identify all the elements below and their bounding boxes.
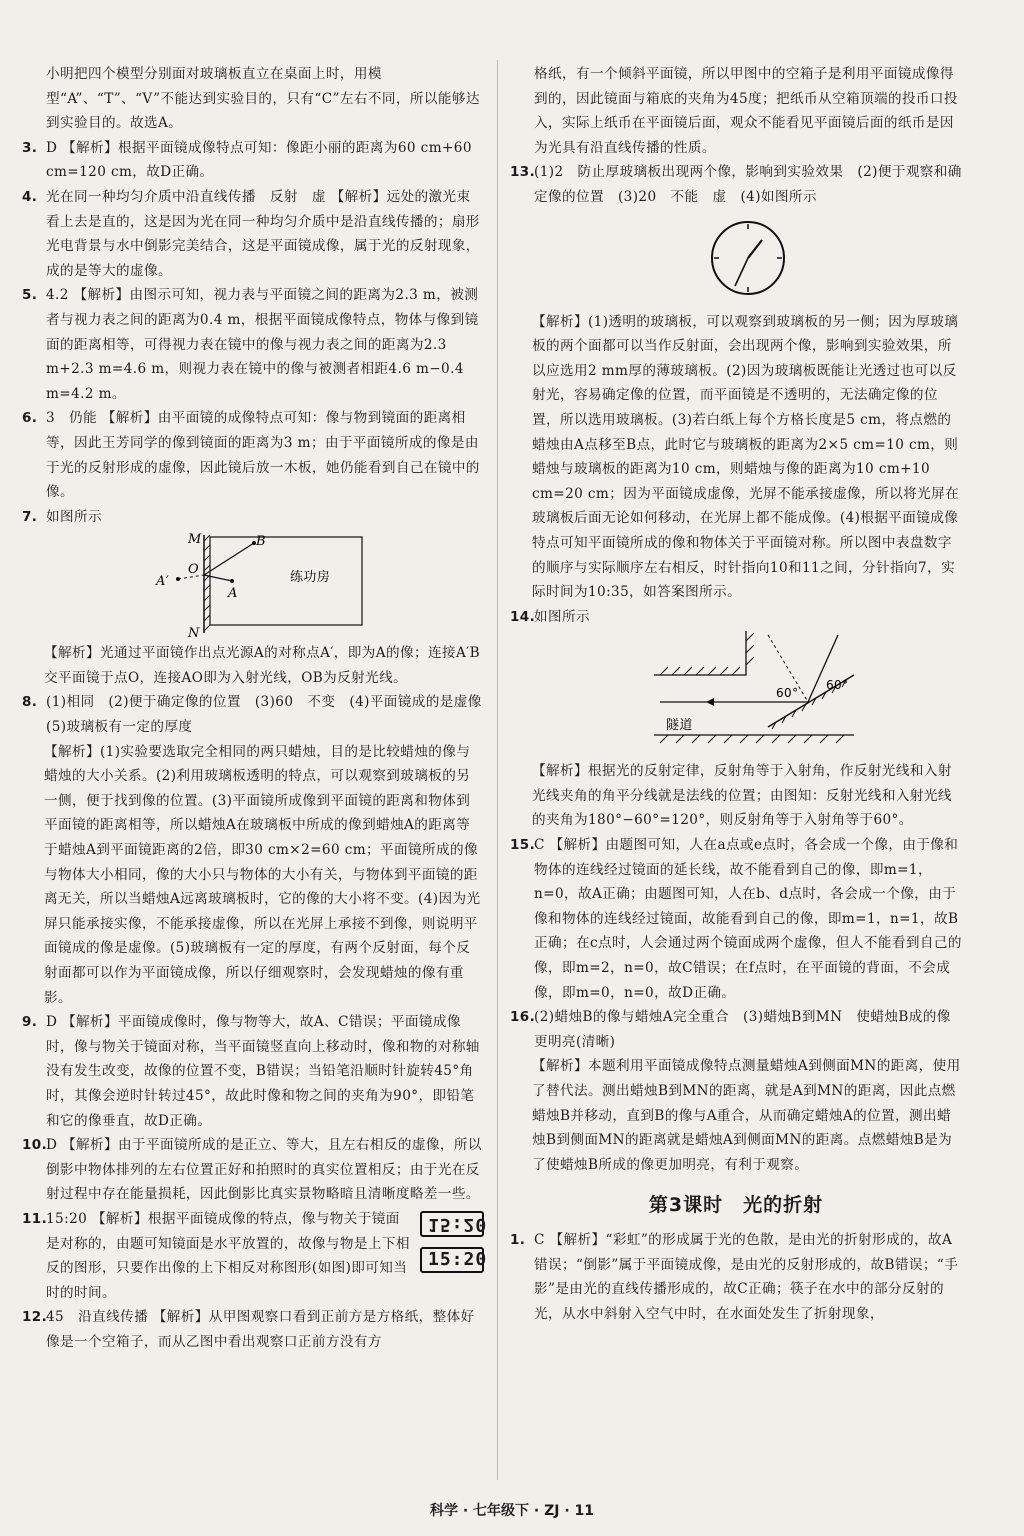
answer-10 bbox=[22, 1133, 484, 1207]
source-point bbox=[230, 579, 234, 583]
tunnel-reflection-diagram bbox=[510, 629, 962, 759]
clock-svg bbox=[510, 210, 962, 310]
answer-6 bbox=[22, 406, 484, 504]
clock-display-mirrored: 15:20 bbox=[420, 1211, 484, 1237]
image-point bbox=[176, 577, 180, 581]
answer-16-explanation: 【解析】本题利用平面镜成像特点测量蜡烛A到侧面MN的距离，使用了替代法。测出蜡烛B到MN的距离，就是A到MN的距离，因此点燃蜡烛B并移动，直到B的像与A重合，从而确定蜡烛A的位置，测出蜡烛B到侧面MN的距离就是蜡烛A到侧面MN的距离。点燃蜡烛B是为了使蜡烛B所成的像更加明亮，有利于观察。 bbox=[532, 1058, 961, 1173]
clock-display-pair bbox=[420, 1207, 488, 1305]
answer-text: D 【解析】由于平面镜所成的是正立、等大，且左右相反的虚像，所以倒影中物体排列的左右位置正好和拍照时的真实位置相反；由于光在反射过程中存在能量损耗，因此倒影比真实景物略暗且清晰度略差一些。 bbox=[46, 1137, 482, 1203]
label-m: M bbox=[188, 532, 202, 548]
answer-text: D 【解析】平面镜成像时，像与物等大，故A、C错误；平面镜成像时，像与物关于镜面对称，当平面镜竖直向上移动时，像和物的对称轴没有发生改变，故像的位置不变，B错误；当铅笔沿顺时针旋转45°角时，其像会逆时针转过45°，故此时像和物之间的夹角为90°，即铅笔和它的像垂直，故D正确。 bbox=[46, 1014, 480, 1129]
mirror-hatch bbox=[204, 535, 210, 631]
answer-text: 如图所示 bbox=[534, 608, 590, 625]
reflected-arrow-icon bbox=[706, 698, 714, 706]
column-separator bbox=[497, 60, 498, 1480]
reflected-ray bbox=[204, 543, 254, 575]
answer-number: 8. bbox=[22, 694, 38, 711]
answer-number: 3. bbox=[22, 139, 38, 156]
answer-16 bbox=[510, 1005, 962, 1054]
hour-hand bbox=[748, 240, 762, 258]
tunnel-label: 隧道 bbox=[666, 718, 693, 734]
label-a-prime: A′ bbox=[156, 574, 170, 590]
answer-13-explanation: 【解析】(1)透明的玻璃板，可以观察到玻璃板的另一侧；因为厚玻璃板的两个面都可以当作反射面，会出现两个像，影响到实验效果，所以应选用2 mm厚的薄玻璃板。(2)因为玻璃板既能让光透过也可以反射光，容易确定像的位置，而平面镜是不透明的，无法确定像的位置，所以选用玻璃板。(3)若白纸上每个方格长度是5 cm，将点燃的蜡烛由A点移至B点，此时它与玻璃板的距离为2×5 cm=10 cm，则蜡烛与玻璃板的距离为10 cm，则蜡烛与像的距离为10 cm+10 cm=20 cm；因为平面镜成虚像，光屏不能承接虚像，所以将光屏在玻璃板后面无论如何移动，在光屏上都不能成像。(4)根据平面镜成像特点可知平面镜所成的像和物体关于平面镜对称。所以图中表盘数字的顺序与实际顺序左右相反，时针指向10和11之间，分针指向7，实际时间为10:35，如答案图所示。 bbox=[532, 313, 960, 601]
answer-text: 光在同一种均匀介质中沿直线传播 反射 虚 【解析】远处的激光束看上去是直的，这是因为光在同一种均匀介质中是沿直线传播的；扇形光电背景与水中倒影完美结合，这是平面镜成像，属于光的反射现象，成的是等大的虚像。 bbox=[46, 188, 480, 279]
answer-8-explanation: 【解析】(1)实验要选取完全相同的两只蜡烛，目的是比较蜡烛的像与蜡烛的大小关系。(2)利用玻璃板透明的特点，可以观察到玻璃板的另一侧，便于找到像的位置。(3)平面镜所成像到平面镜的距离和物体到平面镜的距离相等，所以蜡烛A在玻璃板中所成的像到蜡烛A的距离等于蜡烛A到平面镜距离的2倍，即30 cm×2=60 cm；平面镜所成的像与物体大小相同，像的大小只与物体的大小有关，与物体到平面镜的距离无关，所以当蜡烛A远离玻璃板时，它的像的大小将不变。(4)因为光屏只能承接实像，不能承接虚像，所以在光屏上承接不到像，则说明平面镜成的像是虚像。(5)玻璃板有一定的厚度，有两个反射面，每个反射面都可以作为平面镜成像，所以仔细观察时，会发现蜡烛的像有重影。 bbox=[44, 743, 481, 1006]
answer-text: (1)2 防止厚玻璃板出现两个像，影响到实验效果 (2)便于观察和确定像的位置 (3)20 不能 虚 (4)如图所示 bbox=[534, 164, 962, 205]
label-room: 练功房 bbox=[290, 570, 331, 586]
answer-number: 1. bbox=[510, 1231, 526, 1248]
answer-11-body bbox=[46, 1207, 488, 1305]
answer-text: C 【解析】“彩虹”的形成属于光的色散，是由光的折射形成的，故A错误；“倒影”属于平面镜成像，是由光的反射形成的，故B错误；“手影”是由光的直线传播形成的，故C正确；筷子在水中的部分反射的光，从水中斜射入空气中时，在水面处发生了折射现象， bbox=[534, 1231, 959, 1322]
minute-hand bbox=[735, 258, 748, 286]
answer-text: D 【解析】根据平面镜成像特点可知：像距小丽的距离为60 cm+60 cm=120 cm，故D正确。 bbox=[46, 139, 472, 181]
clock-diagram bbox=[510, 210, 962, 310]
right-continued-text: 格纸，有一个倾斜平面镜，所以甲图中的空箱子是利用平面镜成像得到的，因此镜面与箱底的夹角为45度；把纸币从空箱顶端的投币口投入，实际上纸币在平面镜后面，观众不能看见平面镜后面的纸币是因为光具有沿直线传播的性质。 bbox=[534, 66, 958, 156]
answer-text: 3 仍能 【解析】由平面镜的成像特点可知：像与物到镜面的距离相等，因此王芳同学的像到镜面的距离为3 m；由于平面镜所成的像是由于光的反射形成的虚像，因此镜后放一木板，她仍能看到自己在镜中的像。 bbox=[46, 410, 480, 501]
angle-label-2: 60° bbox=[826, 678, 849, 693]
tunnel-floor-hatch bbox=[660, 735, 844, 743]
answer-text: 15:20 【解析】根据平面镜成像的特点，像与物关于镜面是对称的，由题可知镜面是水平放置的，故像与物是上下相反的图形，只要作出像的上下相反对称图形(如图)即可知当时的时间。 bbox=[46, 1210, 410, 1301]
tunnel-top-wall bbox=[654, 631, 746, 675]
answer-number: 6. bbox=[22, 410, 38, 427]
tunnel-top-hatch bbox=[660, 633, 754, 675]
refraction-answer-1 bbox=[510, 1228, 962, 1326]
left-column bbox=[22, 62, 496, 1355]
mirror-room-diagram bbox=[22, 529, 484, 641]
answer-number: 5. bbox=[22, 287, 38, 304]
answer-text: C 【解析】由题图可知，人在a点或e点时，各会成一个像，由于像和物体的连线经过镜面的延长线，故不能看到自己的像，即m=1，n=0，故A正确；由题图可知，人在b、d点时，各会成一个像，由于像和物体的连线经过镜面，故能看到自己的像，即m=1，n=1，故B正确；在c点时，人会通过两个镜面成两个虚像，但人不能看到自己的像，即m=2，n=0，故C错误；在f点时，在平面镜的背面，不会成像，即m=0，n=0，故D正确。 bbox=[534, 837, 962, 1001]
page-footer: 科学 · 七年级下 · ZJ · 11 bbox=[429, 1503, 595, 1519]
answer-number: 9. bbox=[22, 1014, 38, 1031]
answer-text: 4.2 【解析】由图示可知，视力表与平面镜之间的距离为2.3 m，被测者与视力表之间的距离为0.4 m，根据平面镜成像特点，物体与像到镜面的距离相等，可得视力表在镜中的像与视力表之间的距离为2.3 m+2.3 m=4.6 m，则视力表在镜中的像与被测者相距4.6 m−0.4 m=4.2 m。 bbox=[46, 287, 479, 402]
answer-14 bbox=[510, 605, 962, 630]
answer-12 bbox=[22, 1305, 484, 1354]
left-continued-text: 小明把四个模型分别面对玻璃板直立在桌面上时，用模型“A”、“T”、“V”不能达到实验目的，只有“C”左右不同，所以能够达到实验目的。故选A。 bbox=[46, 66, 480, 132]
answer-number: 14. bbox=[510, 608, 536, 625]
mirror-diagram-svg bbox=[22, 529, 484, 641]
answer-text: (1)相同 (2)便于确定像的位置 (3)60 不变 (4)平面镜成的是虚像 (5)玻璃板有一定的厚度 bbox=[46, 694, 496, 736]
label-o: O bbox=[188, 562, 200, 578]
answer-number: 7. bbox=[22, 508, 38, 525]
answer-number: 13. bbox=[510, 164, 536, 181]
answer-number: 4. bbox=[22, 188, 38, 205]
answer-5 bbox=[22, 283, 484, 406]
answer-8 bbox=[22, 690, 496, 739]
answer-text: 45 沿直线传播 【解析】从甲图观察口看到正前方是方格纸，整体好像是一个空箱子，而从乙图中看出观察口正前方没有方 bbox=[46, 1309, 475, 1350]
answer-text: 如图所示 bbox=[46, 508, 102, 525]
answer-13 bbox=[510, 160, 962, 209]
section-title: 第3课时 光的折射 bbox=[648, 1194, 824, 1217]
answer-text: (2)蜡烛B的像与蜡烛A完全重合 (3)蜡烛B到MN 使蜡烛B成的像更明亮(清晰) bbox=[534, 1009, 951, 1050]
answer-7 bbox=[22, 505, 484, 530]
answer-9 bbox=[22, 1010, 484, 1133]
answer-7-explanation: 【解析】光通过平面镜作出点光源A的对称点A′，即为A的像；连接A′B交平面镜于点O，连接AO即为入射光线，OB为反射光线。 bbox=[44, 645, 481, 686]
answer-15 bbox=[510, 833, 962, 1005]
answer-number: 11. bbox=[22, 1210, 48, 1227]
answer-number: 15. bbox=[510, 837, 536, 854]
answer-number: 16. bbox=[510, 1009, 536, 1026]
answer-4 bbox=[22, 185, 484, 283]
incident-ray bbox=[204, 575, 232, 581]
answer-11 bbox=[22, 1207, 488, 1305]
answer-14-explanation: 【解析】根据光的反射定律，反射角等于入射角，作反射光线和入射光线夹角的角平分线就是法线的位置；由图知：反射光线和入射光线的夹角为180°−60°=120°，则反射角等于入射角等于60°。 bbox=[532, 763, 952, 829]
label-n: N bbox=[188, 626, 200, 642]
label-b: B bbox=[256, 534, 266, 550]
answer-3 bbox=[22, 136, 484, 185]
angle-label-1: 60° bbox=[776, 686, 799, 701]
clock-display-actual: 15:20 bbox=[420, 1247, 484, 1273]
tunnel-diagram-svg bbox=[510, 629, 962, 759]
answer-number: 12. bbox=[22, 1309, 48, 1326]
answer-number: 10. bbox=[22, 1137, 48, 1154]
right-column bbox=[510, 62, 962, 1326]
label-a: A bbox=[228, 586, 238, 602]
